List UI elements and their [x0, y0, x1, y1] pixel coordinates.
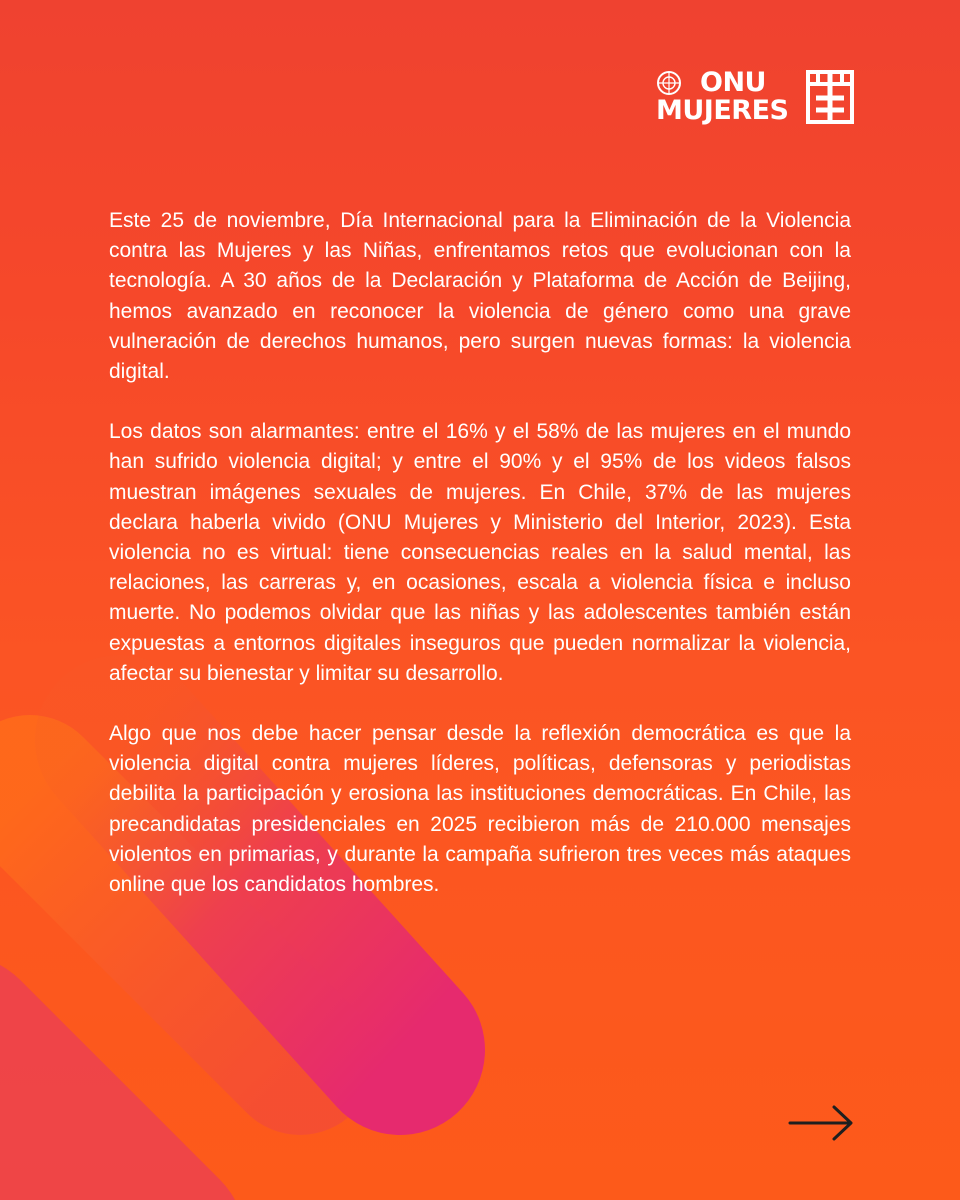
article-body: [109, 206, 851, 930]
arrow-right-icon[interactable]: [788, 1102, 856, 1144]
logo-line-mujeres: MUJERES: [656, 95, 789, 126]
paragraph-democracy: Algo que nos debe hacer pensar desde la reflexión democrática es que la violencia digital contra mujeres líderes, políticas, defensoras y periodistas debilita la participación y erosiona las instituciones democráticas. En Chile, las precandidatas presidenciales en 2025 recibieron más de 210.000 mensajes violentos en primarias, y durante la campaña sufrieron tres veces más ataques online que los candidatos hombres.: [109, 722, 851, 897]
paragraph-intro: Este 25 de noviembre, Día Internacional para la Eliminación de la Violencia contra las Mujeres y las Niñas, enfrentamos retos que evolucionan con la tecnología. A 30 años de la Declaración y Plataforma de Acción de Beijing, hemos avanzado en reconocer la violencia de género como una grave vulneración de derechos humanos, pero surgen nuevas formas: la violencia digital.: [109, 209, 851, 384]
venus-equality-mark-icon: [806, 70, 854, 124]
onu-mujeres-logo: [654, 68, 854, 126]
paragraph-statistics: Los datos son alarmantes: entre el 16% y el 58% de las mujeres en el mundo han sufrido violencia digital; y entre el 90% y el 95% de los videos falsos muestran imágenes sexuales de mujeres. En Chile, 37% de las mujeres declara haberla vivido (ONU Mujeres y Ministerio del Interior, 2023). Esta violencia no es virtual: tiene consecuencias reales en la salud mental, las relaciones, las carreras y, en ocasiones, escala a violencia física e incluso muerte. No podemos olvidar que las niñas y las adolescentes también están expuestas a entornos digitales inseguros que pueden normalizar la violencia, afectar su bienestar y limitar su desarrollo.: [109, 420, 851, 685]
logo-line-onu: ONU: [700, 67, 766, 98]
un-emblem-icon: [656, 70, 696, 96]
